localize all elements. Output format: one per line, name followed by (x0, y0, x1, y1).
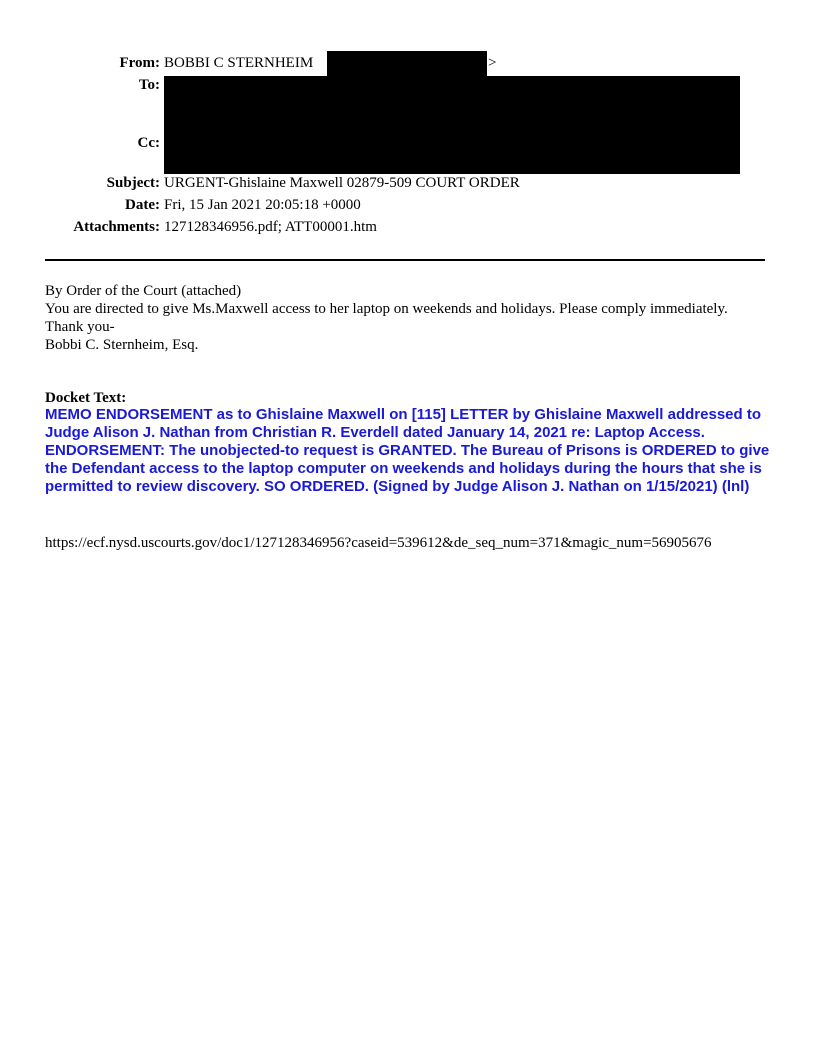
from-value: BOBBI C STERNHEIM (164, 55, 314, 71)
date-value: Fri, 15 Jan 2021 20:05:18 +0000 (164, 197, 361, 213)
signature-line: Bobbi C. Sternheim, Esq. (45, 337, 199, 353)
docket-label: Docket Text: (45, 390, 127, 406)
cc-label: Cc: (137, 135, 160, 151)
attachments-value: 127128346956.pdf; ATT00001.htm (164, 219, 377, 235)
from-suffix: > (488, 55, 497, 71)
body-line: You are directed to give Ms.Maxwell access to her laptop on weekends and holidays. Please comply immediately. (45, 301, 728, 317)
subject-value: URGENT-Ghislaine Maxwell 02879-509 COURT ORDER (164, 175, 520, 191)
message-body (45, 282, 765, 354)
attachments-label: Attachments: (73, 219, 160, 235)
header-divider (45, 259, 765, 261)
to-label: To: (138, 77, 160, 93)
body-line: By Order of the Court (attached) (45, 283, 242, 299)
docket-text: MEMO ENDORSEMENT as to Ghislaine Maxwell on [115] LETTER by Ghislaine Maxwell addressed to Judge Alison J. Nathan from Christian R. Everdell dated January 14, 2021 re: Laptop Access. ENDORSEMENT: The unobjected-to request is GRANTED. The Bureau of Prisons is ORDERED to give the Defendant access to the laptop computer on weekends and holidays during the hours that she is permitted to review discovery. SO ORDERED. (Signed by Judge Alison J. Nathan on 1/15/2021) (lnl) (45, 406, 770, 495)
date-label: Date: (125, 197, 160, 213)
redaction-box (327, 51, 487, 76)
redaction-box (164, 76, 740, 174)
from-label: From: (119, 55, 160, 71)
docket-url: https://ecf.nysd.uscourts.gov/doc1/127128346956?caseid=539612&de_seq_num=371&magic_num=56905676 (45, 535, 712, 551)
body-line: Thank you- (45, 319, 115, 335)
subject-label: Subject: (106, 175, 160, 191)
